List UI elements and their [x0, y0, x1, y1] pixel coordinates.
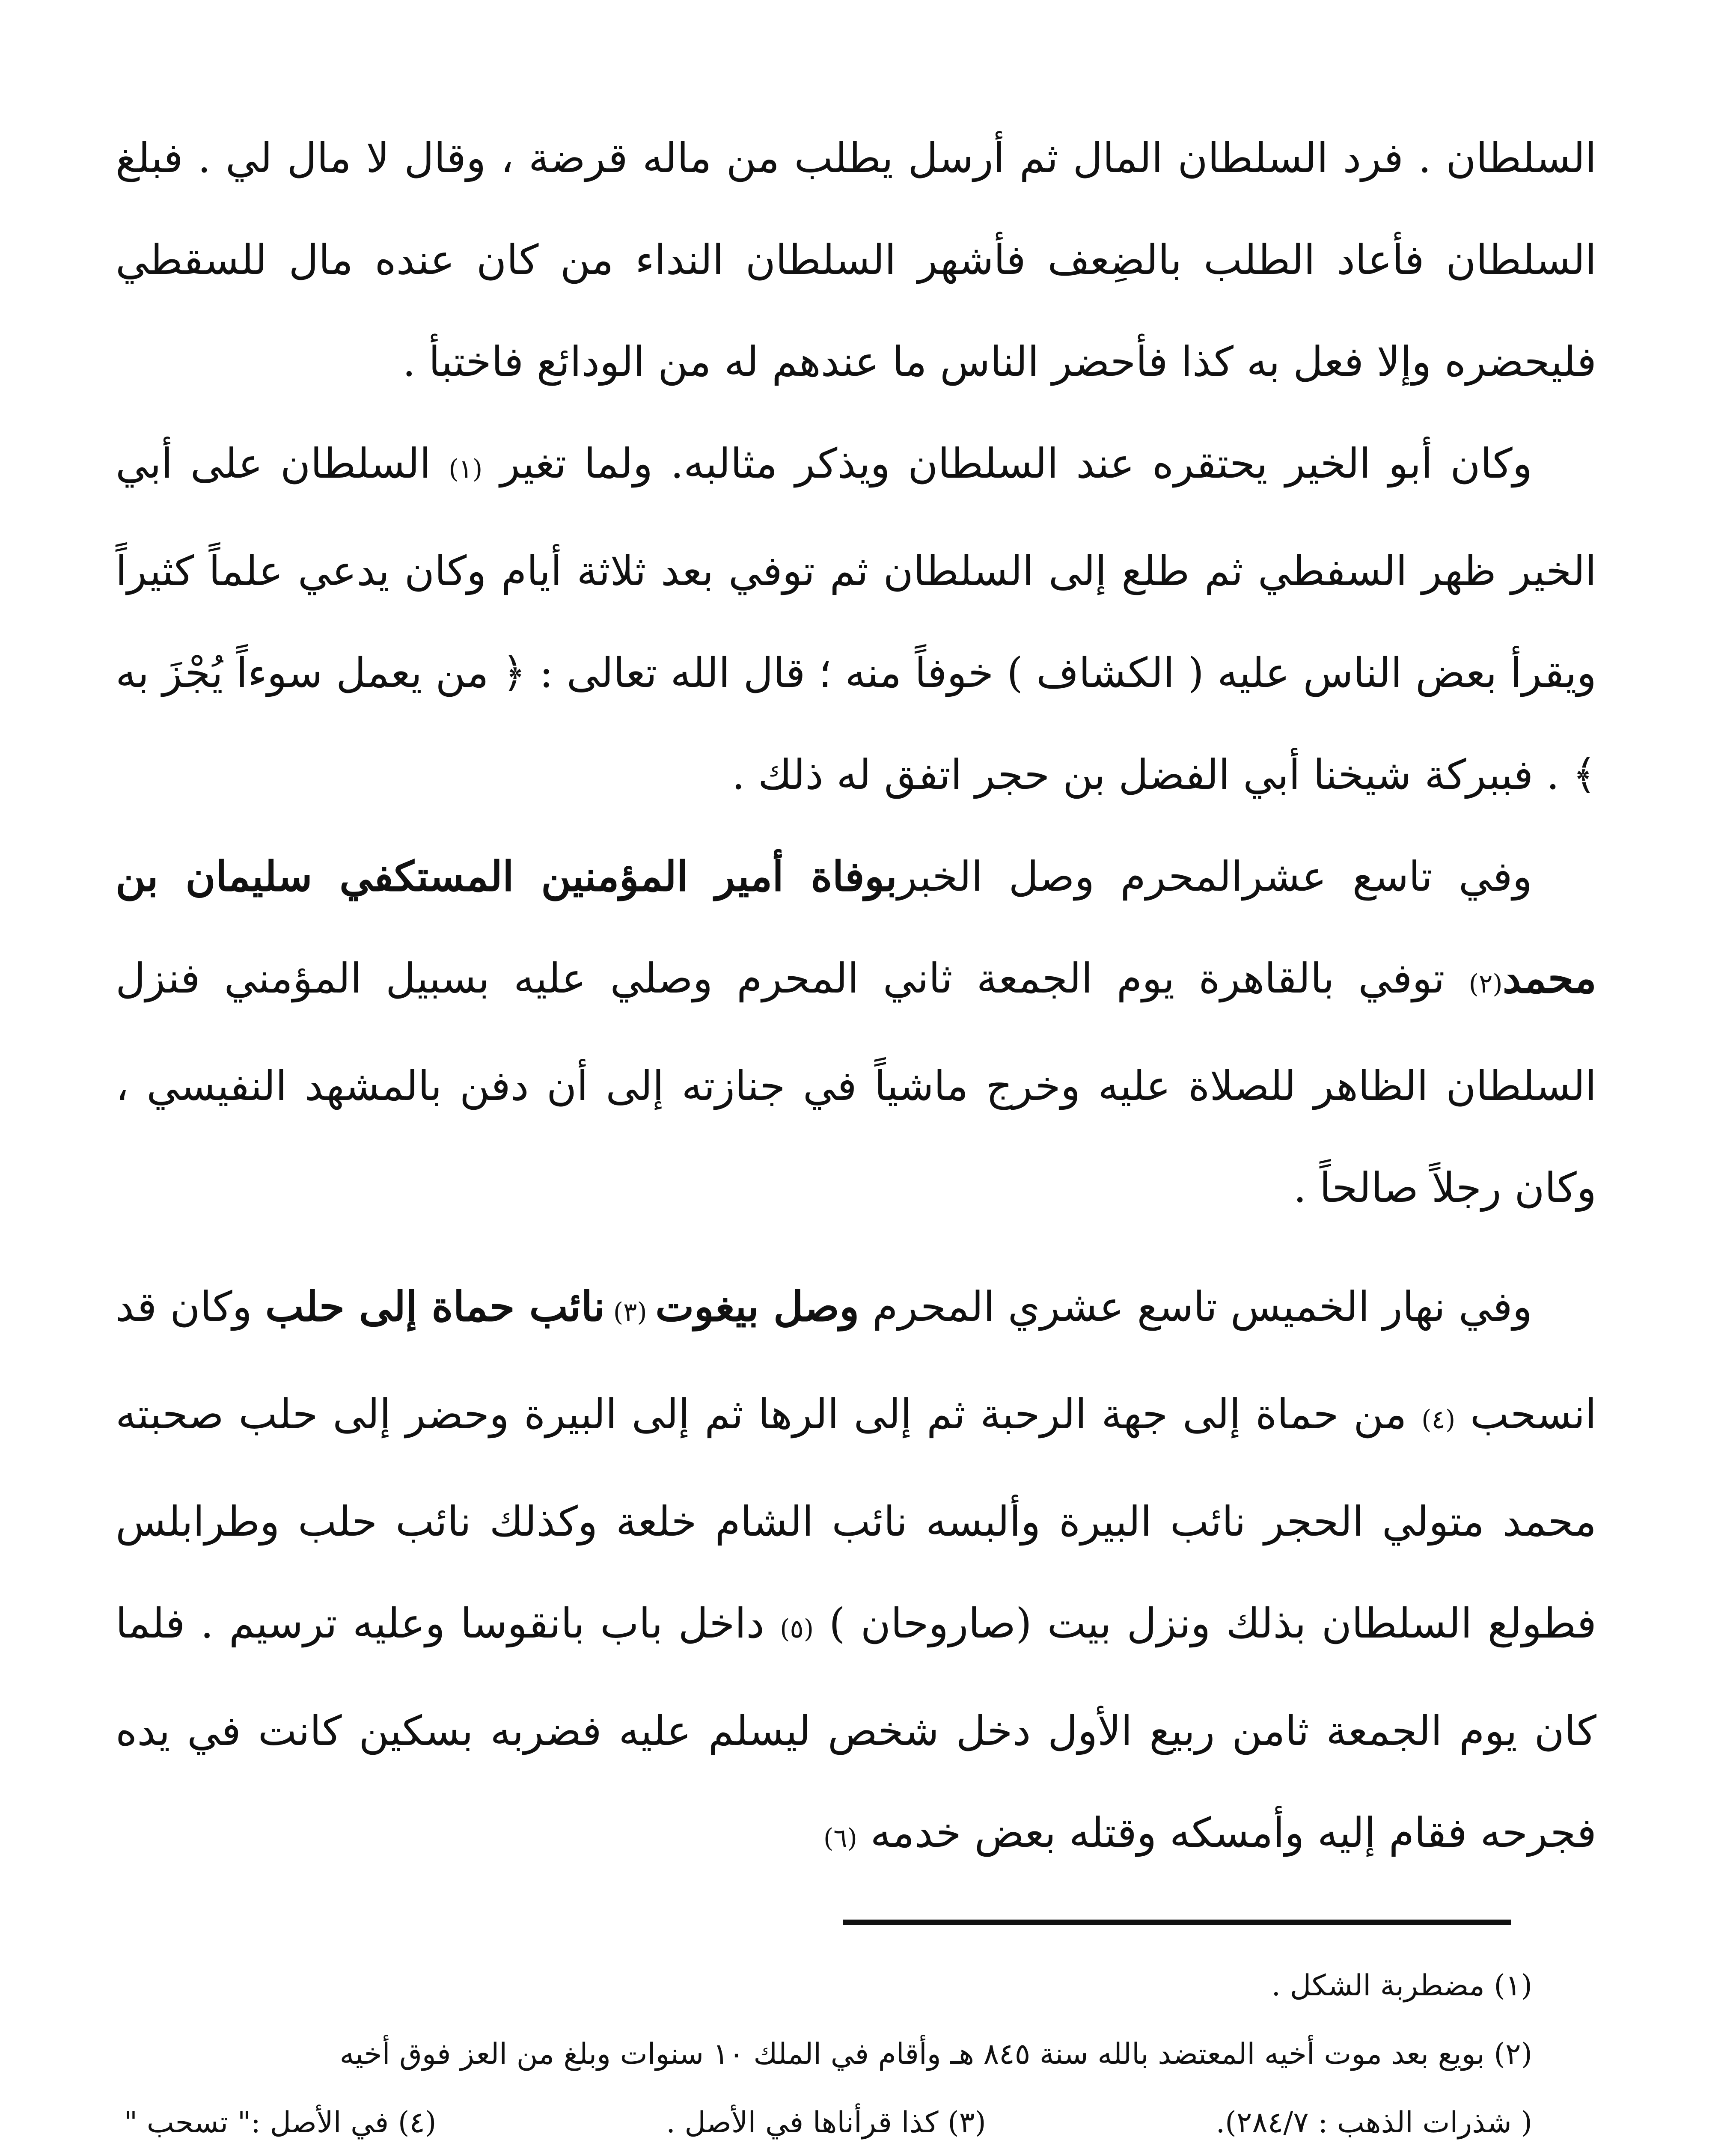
footnote-2-text: (٢) بويع بعد موت أخيه المعتضد بالله سنة ٨٤٥ هـ وأقام في الملك ١٠ سنوات وبلغ من العز فوق أخيه: [339, 2037, 1532, 2071]
footnote-1-text: (١) مضطربة الشكل .: [1271, 1969, 1532, 2003]
footnote-row-3: [124, 2089, 1532, 2140]
footnote-1: [124, 1952, 1532, 2020]
paragraph-3-bold: بوفاة أمير المؤمنين المستكفي سليمان بن محمد: [116, 852, 1596, 1002]
footnote-ref-2: (٢): [1468, 969, 1503, 999]
footnote-ref-1: (١): [449, 454, 483, 484]
paragraph-2: [116, 413, 1596, 826]
footnote-ref-6: (٦): [823, 1823, 857, 1853]
paragraph-4-after-2: داخل باب بانقوسا وعليه ترسيم . فلما كان يوم الجمعة ثامن ربيع الأول دخل شخص ليسلم عليه فضربه بسكين كانت في يده فجرحه فقام إليه وأمسكه وقتله بعض خدمه: [116, 1599, 1597, 1857]
paragraph-3-after: توفي بالقاهرة يوم الجمعة ثاني المحرم وصلي عليه بسبيل المؤمني فنزل السلطان الظاهر للصلاة عليه وخرج ماشياً في جنازته إلى أن دفن بالمشهد النفيسي ، وكان رجلاً صالحاً .: [116, 954, 1596, 1212]
paragraph-1-text: السلطان . فرد السلطان المال ثم أرسل يطلب من ماله قرضة ، وقال لا مال لي . فبلغ السلطان فأعاد الطلب بالضِعف فأشهر السلطان النداء من كان عنده مال للسقطي فليحضره وإلا فعل به كذا فأحضر الناس ما عندهم له من الودائع فاختبأ .: [116, 134, 1597, 386]
paragraph-4-after: من حماة إلى جهة الرحبة ثم إلى الرها ثم إلى البيرة وحضر إلى حلب صحبته محمد متولي الحجر نائب البيرة وألبسه نائب الشام خلعة وكذلك نائب حلب وطرابلس فطولع السلطان بذلك ونزل بيت (صاروحان ): [116, 1390, 1597, 1647]
footnote-divider: [843, 1920, 1511, 1925]
footnote-2-continuation: ( شذرات الذهب : ٢٨٤/٧).: [1216, 2106, 1532, 2140]
paragraph-4-bold-1: وصل بيغوت: [655, 1282, 859, 1331]
paragraph-4: [116, 1256, 1596, 1889]
main-text-body: [116, 107, 1596, 1889]
footnote-ref-5: (٥): [780, 1614, 814, 1644]
paragraph-2-before: وكان أبو الخير يحتقره عند السلطان ويذكر مثالبه. ولما تغير: [482, 440, 1533, 487]
footnote-2: [124, 2020, 1532, 2089]
paragraph-2-after: السلطان على أبي الخير ظهر السفطي ثم طلع إلى السلطان ثم توفي بعد ثلاثة أيام وكان يدعي علماً كثيراً ويقرأ بعض الناس عليه ( الكشاف ) خوفاً منه ؛ قال الله تعالى : ﴿ من يعمل سوءاً يُجْزَ به ﴾ . فببركة شيخنا أبي الفضل بن حجر اتفق له ذلك .: [116, 440, 1596, 799]
paragraph-4-mid: وكان قد انسحب: [116, 1283, 1597, 1438]
paragraph-4-lead: وفي نهار الخميس تاسع عشري المحرم: [859, 1283, 1533, 1331]
footnote-ref-3: (٣): [605, 1297, 656, 1327]
footnote-ref-4: (٤): [1421, 1405, 1456, 1435]
paragraph-1: [116, 107, 1596, 413]
footnotes-section: [124, 1952, 1532, 2140]
paragraph-3: [116, 826, 1596, 1239]
footnote-3-text: (٣) كذا قرأناها في الأصل .: [666, 2106, 986, 2140]
footnote-4-text: (٤) في الأصل :" تسحب ": [124, 2106, 437, 2140]
paragraph-3-lead: وفي تاسع عشرالمحرم وصل الخبر: [897, 853, 1533, 901]
paragraph-4-bold-2: نائب حماة إلى حلب: [265, 1282, 605, 1331]
